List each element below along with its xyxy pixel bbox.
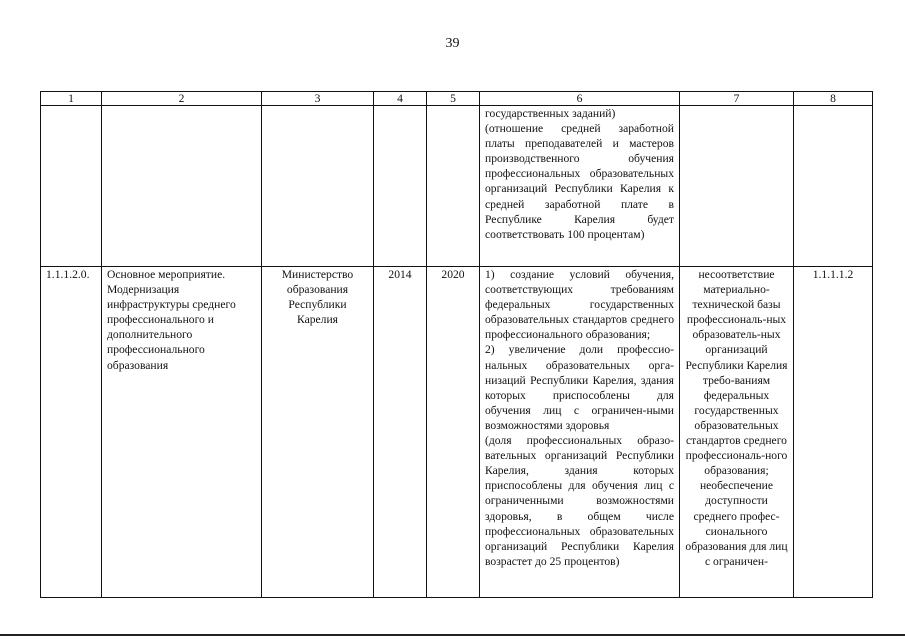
header-col-6: 6	[480, 92, 680, 106]
result-item-2: 2) увеличение доли профессио-нальных образовательных орга-низаций Республики Карелия, здания которых приспособлены для обучения лиц с ограничен-ными возможностями здоровья	[485, 343, 674, 432]
header-col-4: 4	[374, 92, 427, 106]
cell-empty	[794, 106, 873, 267]
row-code: 1.1.1.2.0.	[41, 267, 102, 598]
continuation-text-1: государственных заданий)	[485, 107, 616, 120]
cell-empty	[262, 106, 374, 267]
continuation-text-2: (отношение средней заработной платы преподавателей и мастеров производственного обучения профессиональных образовательных организаций Республики Карелия к средней заработной плате в Республике Карелия будет соответствовать 100 процентам)	[485, 122, 674, 241]
cell-empty	[427, 106, 480, 267]
header-col-8: 8	[794, 92, 873, 106]
continuation-results-cell	[480, 106, 680, 267]
page-number: 39	[445, 36, 460, 51]
result-item-3: (доля профессиональных образо-вательных организаций Республики Карелия, здания которых приспособлены для обучения лиц с ограниченными возможностями здоровья, в общем числе профессиональных образовательных организаций Республики Карелия возрастет до 25 процентов)	[485, 434, 674, 568]
header-col-7: 7	[680, 92, 794, 106]
cell-empty	[41, 106, 102, 267]
table-row	[41, 267, 873, 598]
scan-edge-line	[0, 634, 905, 636]
header-col-2: 2	[102, 92, 262, 106]
header-col-1: 1	[41, 92, 102, 106]
header-row	[41, 92, 873, 106]
program-table	[40, 91, 873, 598]
row-executor: Министерство образования Республики Карелия	[262, 267, 374, 598]
row-link: 1.1.1.1.2	[794, 267, 873, 598]
result-item-1: 1) создание условий обучения, соответствующих требованиям федеральных государственных образовательных стандартов среднего профессионального образования;	[485, 268, 674, 342]
row-results-cell	[480, 267, 680, 598]
header-col-3: 3	[262, 92, 374, 106]
continuation-row	[41, 106, 873, 267]
header-col-5: 5	[427, 92, 480, 106]
cell-empty	[680, 106, 794, 267]
cell-empty	[374, 106, 427, 267]
row-start-year: 2014	[374, 267, 427, 598]
row-activity-name: Основное мероприятие. Модернизация инфраструктуры среднего профессионального и дополнительного профессионального образования	[102, 267, 262, 598]
row-end-year: 2020	[427, 267, 480, 598]
row-consequences: несоответствие материально-технической базы профессиональ-ных образователь-ных организаций Республики Карелия требо-ваниям федеральных государственных образовательных стандартов среднего профессиональ-ного образования; необеспечение доступности среднего профес-сионального образования для лиц с ограничен-	[680, 267, 794, 598]
cell-empty	[102, 106, 262, 267]
